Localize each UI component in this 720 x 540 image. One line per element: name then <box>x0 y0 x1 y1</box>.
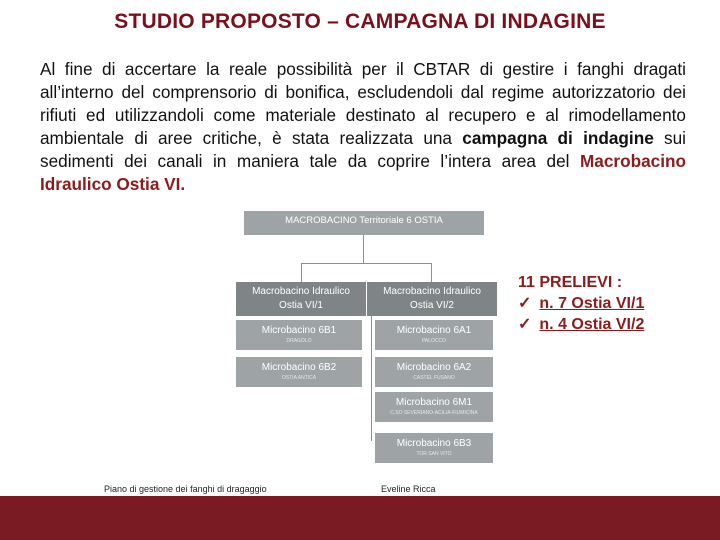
org-head-label-1: Macrobacino Idraulico <box>252 286 350 297</box>
org-head-label-1: Macrobacino Idraulico <box>383 286 481 297</box>
prelievi-box <box>518 272 644 335</box>
prelievi-item <box>518 314 644 335</box>
footer-right-text: Eveline Ricca <box>381 484 436 494</box>
org-micro-6m1 <box>375 392 493 422</box>
paragraph-bold: campagna di indagine <box>462 128 654 148</box>
org-micro-6b1 <box>236 320 362 350</box>
org-micro-sub: PALOCCO <box>421 338 447 344</box>
org-micro-sub: C.SO SEVERIANO-ACILIA-FIUMICINA <box>390 410 478 416</box>
check-icon: ✓ <box>518 316 532 333</box>
org-micro-label: Microbacino 6M1 <box>395 397 473 408</box>
org-micro-label: Microbacino 6A2 <box>396 362 472 373</box>
org-micro-sub: OSTIA ANTICA <box>281 375 317 381</box>
connector <box>371 316 372 441</box>
paragraph-text-2: sui sedimenti dei canali in maniera tale da coprire l’intera area del <box>40 128 686 171</box>
org-root-label: MACROBACINO Territoriale 6 OSTIA <box>285 215 443 226</box>
org-micro-6a1 <box>375 320 493 350</box>
org-root-box <box>244 211 484 235</box>
footer-left-text: Piano di gestione dei fanghi di dragaggio <box>104 484 267 494</box>
org-micro-sub: DRAGOLO <box>286 338 312 344</box>
connector <box>431 263 432 282</box>
paragraph-text-1: Al fine di accertare la reale possibilità per il CBTAR di gestire i fanghi dragati all’interno del comprensorio di bonifica, escludendoli dal regime autorizzatorio dei rifiuti ed utilizzandoli come materiale destinato al recupero e al rimodellamento ambientale di aree critiche, è stata realizzata una <box>40 59 686 148</box>
connector <box>301 263 431 264</box>
org-head-label-2: Ostia VI/1 <box>279 300 323 311</box>
org-micro-6b2 <box>236 357 362 387</box>
connector <box>301 263 302 282</box>
org-micro-label: Microbacino 6B1 <box>261 325 337 336</box>
org-head-label-2: Ostia VI/2 <box>410 300 454 311</box>
prelievi-item-label: n. 4 Ostia VI/2 <box>539 316 645 333</box>
prelievi-item <box>518 293 644 314</box>
prelievi-item-label: n. 7 Ostia VI/1 <box>539 295 645 312</box>
prelievi-heading: 11 PRELIEVI : <box>518 274 623 291</box>
org-micro-6a2 <box>375 357 493 387</box>
org-head-ostia-vi-1 <box>236 282 366 316</box>
org-micro-label: Microbacino 6B3 <box>396 438 472 449</box>
org-micro-sub: TOR SAN VITO <box>416 451 452 457</box>
org-micro-sub: CASTEL FUSANO <box>413 375 455 381</box>
connector <box>363 235 364 263</box>
org-micro-label: Microbacino 6A1 <box>396 325 472 336</box>
check-icon: ✓ <box>518 295 532 312</box>
paragraph-highlight: Macrobacino Idraulico Ostia VI. <box>40 151 686 194</box>
slide-title: STUDIO PROPOSTO – CAMPAGNA DI INDAGINE <box>114 10 606 33</box>
org-head-ostia-vi-2 <box>367 282 497 316</box>
footer-bar <box>0 496 720 540</box>
body-paragraph <box>40 58 686 196</box>
org-micro-6b3 <box>375 433 493 463</box>
org-micro-label: Microbacino 6B2 <box>261 362 337 373</box>
